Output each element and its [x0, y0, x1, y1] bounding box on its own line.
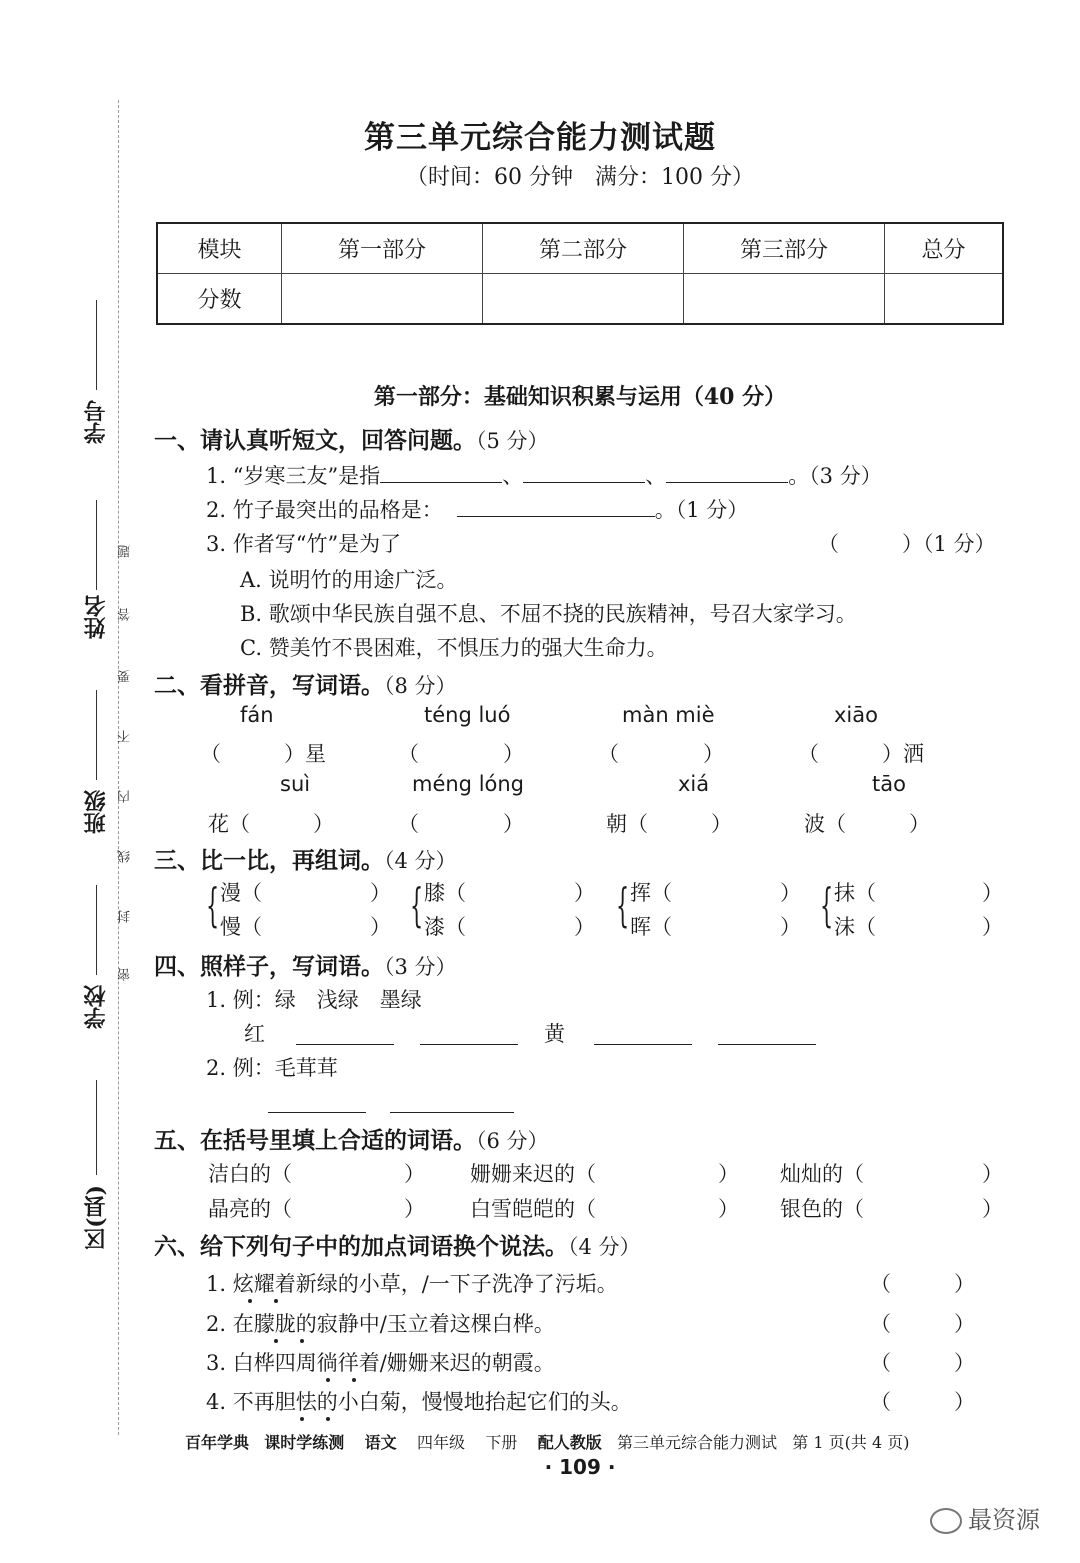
- footer-term: 下册: [485, 1433, 518, 1452]
- answer-blank[interactable]: [390, 1090, 514, 1113]
- s4-red: 红: [244, 1022, 265, 1046]
- question-text: 2. 竹子最突出的品格是：: [206, 498, 443, 522]
- fill-item: 姗姗来迟的（: [470, 1162, 596, 1186]
- brace-icon: {: [206, 878, 220, 932]
- side-label-banji: 班级: [83, 790, 109, 834]
- close-paren: ）: [982, 915, 1003, 939]
- pinyin: suì: [280, 772, 311, 796]
- close-paren: ）: [404, 1162, 425, 1186]
- word-blank[interactable]: （ ）: [398, 812, 524, 836]
- section-title-text: 四、照样子，写词语。: [154, 954, 384, 980]
- answer-blank[interactable]: [296, 1022, 394, 1045]
- score-cell[interactable]: [885, 274, 1004, 325]
- close-paren: ）: [574, 915, 595, 939]
- section-points: （4 分）: [384, 849, 457, 873]
- seal-char: 题: [118, 545, 133, 558]
- brace-icon: {: [820, 878, 834, 932]
- score-cell[interactable]: [684, 274, 885, 325]
- side-blank-banji: [96, 690, 97, 780]
- emphasis-dot: [300, 1339, 304, 1343]
- watermark-text: 最资源: [968, 1506, 1040, 1534]
- side-blank-quxian: [96, 1080, 97, 1175]
- answer-blank[interactable]: [420, 1022, 518, 1045]
- compare-char: 慢（: [220, 915, 262, 939]
- section-title-text: 一、请认真听短文，回答问题。: [154, 428, 476, 454]
- emphasis-dot: [326, 1417, 330, 1421]
- s1-q1: [206, 460, 882, 490]
- compare-char: 挥（: [630, 881, 672, 905]
- wechat-icon: [930, 1508, 962, 1534]
- answer-paren[interactable]: （ ）: [870, 1312, 975, 1336]
- section-title-text: 三、比一比，再组词。: [154, 848, 384, 874]
- emphasis-dot: [274, 1299, 278, 1303]
- emphasis-dot: [326, 1378, 330, 1382]
- word-blank[interactable]: 波（ ）: [804, 812, 930, 836]
- footer: [185, 1430, 909, 1453]
- seal-char: 答: [118, 608, 133, 621]
- side-label-xuehao: 学号: [83, 400, 109, 444]
- section-points: （8 分）: [384, 674, 457, 698]
- seal-char: 不: [118, 730, 133, 743]
- s1-q3: 3. 作者写“竹”是为了: [206, 532, 402, 556]
- seal-char: 线: [118, 850, 133, 863]
- emphasis-dot: [352, 1378, 356, 1382]
- s1-q3-answer-paren[interactable]: （ ）（1 分）: [818, 532, 996, 556]
- side-blank-xuexiao: [96, 885, 97, 975]
- seal-char: 密: [118, 968, 133, 981]
- close-paren: ）: [718, 1162, 739, 1186]
- compare-char: 沫（: [834, 915, 876, 939]
- footer-page: 第 1 页(共 4 页): [792, 1433, 910, 1452]
- pinyin: xiāo: [834, 703, 878, 727]
- side-blank-xuehao: [96, 300, 97, 390]
- word-blank[interactable]: （ ）: [398, 742, 524, 766]
- section-title-text: 五、在括号里填上合适的词语。: [154, 1128, 476, 1154]
- pinyin: màn miè: [622, 703, 715, 727]
- seal-char: 要: [118, 670, 133, 683]
- footer-series: 课时学练测: [264, 1433, 345, 1452]
- answer-paren[interactable]: （ ）: [870, 1351, 975, 1375]
- emphasis-dot: [274, 1339, 278, 1343]
- close-paren: ）: [982, 1197, 1003, 1221]
- compare-char: 抹（: [834, 881, 876, 905]
- s4-q1: 1. 例：绿 浅绿 墨绿: [206, 988, 422, 1012]
- s1-option-a[interactable]: A. 说明竹的用途广泛。: [240, 568, 458, 592]
- side-label-quxian: 区(县): [83, 1185, 109, 1250]
- fill-item: 银色的（: [780, 1197, 864, 1221]
- close-paren: ）: [370, 881, 391, 905]
- word-blank[interactable]: 花（ ）: [208, 812, 334, 836]
- s6-q4: 4. 不再胆怯的小白菊，慢慢地抬起它们的头。: [206, 1390, 632, 1414]
- answer-blank[interactable]: [523, 460, 645, 483]
- close-paren: ）: [718, 1197, 739, 1221]
- footer-brand: 百年学典: [185, 1433, 250, 1452]
- section-points: （4 分）: [568, 1235, 641, 1259]
- section-5-title: [154, 1122, 549, 1155]
- answer-blank[interactable]: [268, 1090, 366, 1113]
- word-blank[interactable]: （ ）: [598, 742, 724, 766]
- compare-char: 漫（: [220, 881, 262, 905]
- word-blank[interactable]: （ ）星: [200, 742, 326, 766]
- fill-item: 洁白的（: [208, 1162, 292, 1186]
- watermark: [930, 1500, 1040, 1535]
- compare-char: 膝（: [424, 881, 466, 905]
- emphasis-dot: [300, 1417, 304, 1421]
- footer-edition: 配人教版: [537, 1433, 602, 1452]
- answer-blank[interactable]: [594, 1022, 692, 1045]
- close-paren: ）: [780, 915, 801, 939]
- answer-blank[interactable]: [457, 494, 655, 517]
- section-4-title: [154, 948, 457, 981]
- s4-q2: 2. 例：毛茸茸: [206, 1056, 338, 1080]
- section-title-text: 六、给下列句子中的加点词语换个说法。: [154, 1234, 568, 1260]
- section-points: （3 分）: [384, 955, 457, 979]
- close-paren: ）: [574, 881, 595, 905]
- pinyin: tāo: [872, 772, 906, 796]
- section-points: （5 分）: [476, 429, 549, 453]
- close-paren: ）: [404, 1197, 425, 1221]
- close-paren: ）: [982, 1162, 1003, 1186]
- question-end: 。（1 分）: [654, 498, 749, 522]
- section-points: （6 分）: [476, 1129, 549, 1153]
- emphasis-dot: [248, 1299, 252, 1303]
- table-row-label: 分数: [157, 274, 282, 325]
- brace-icon: {: [410, 878, 424, 932]
- s1-option-b[interactable]: B. 歌颂中华民族自强不息、不屈不挠的民族精神，号召大家学习。: [240, 602, 857, 626]
- close-paren: ）: [982, 881, 1003, 905]
- seal-char: 内: [118, 790, 133, 803]
- score-table: [156, 222, 1004, 325]
- part1-title: 第一部分：基础知识积累与运用（40 分）: [373, 384, 787, 410]
- question-text: 1. “岁寒三友”是指: [206, 464, 381, 488]
- answer-blank[interactable]: [380, 460, 502, 483]
- page-number: · 109 ·: [544, 1455, 616, 1479]
- fill-item: 晶亮的（: [208, 1197, 292, 1221]
- section-6-title: [154, 1228, 641, 1261]
- table-header: 第三部分: [684, 223, 885, 274]
- fill-item: 灿灿的（: [780, 1162, 864, 1186]
- word-blank[interactable]: （ ）洒: [798, 742, 924, 766]
- page-subtitle: （时间：60 分钟 满分：100 分）: [406, 165, 754, 190]
- table-header: 模块: [157, 223, 282, 274]
- answer-paren[interactable]: （ ）: [870, 1272, 975, 1296]
- score-cell[interactable]: [483, 274, 684, 325]
- binding-line: [118, 100, 119, 1435]
- word-blank[interactable]: 朝（ ）: [606, 812, 732, 836]
- compare-char: 漆（: [424, 915, 466, 939]
- side-blank-xingming: [96, 500, 97, 590]
- s4-yellow: 黄: [544, 1022, 565, 1046]
- answer-blank[interactable]: [718, 1022, 816, 1045]
- s6-q3: 3. 白桦四周徜徉着/姗姗来迟的朝霞。: [206, 1351, 555, 1375]
- pinyin: méng lóng: [412, 772, 525, 796]
- answer-blank[interactable]: [666, 460, 788, 483]
- section-2-title: [154, 667, 457, 700]
- pinyin: fán: [240, 703, 274, 727]
- close-paren: ）: [780, 881, 801, 905]
- pinyin: xiá: [678, 772, 710, 796]
- fill-item: 白雪皑皑的（: [470, 1197, 596, 1221]
- separator: 、: [645, 464, 667, 488]
- section-title-text: 二、看拼音，写词语。: [154, 673, 384, 699]
- score-cell[interactable]: [282, 274, 483, 325]
- table-header: 第一部分: [282, 223, 483, 274]
- compare-char: 晖（: [630, 915, 672, 939]
- section-1-title: [154, 422, 549, 455]
- close-paren: ）: [370, 915, 391, 939]
- footer-subject: 语文: [364, 1433, 397, 1452]
- side-label-xingming: 姓名: [83, 595, 109, 639]
- s1-option-c[interactable]: C. 赞美竹不畏困难，不惧压力的强大生命力。: [240, 636, 668, 660]
- question-end: 。（3 分）: [788, 464, 882, 488]
- table-header: 总分: [885, 223, 1004, 274]
- footer-desc: 第三单元综合能力测试: [617, 1433, 778, 1452]
- section-3-title: [154, 842, 457, 875]
- s6-q2: 2. 在朦胧的寂静中/玉立着这棵白桦。: [206, 1312, 555, 1336]
- answer-paren[interactable]: （ ）: [870, 1390, 975, 1414]
- table-header: 第二部分: [483, 223, 684, 274]
- pinyin: téng luó: [424, 703, 511, 727]
- brace-icon: {: [616, 878, 630, 932]
- page-title: 第三单元综合能力测试题: [364, 120, 716, 156]
- separator: 、: [502, 464, 524, 488]
- s6-q1: 1. 炫耀着新绿的小草，/一下子洗净了污垢。: [206, 1272, 618, 1296]
- s1-q2: [206, 494, 748, 524]
- footer-grade: 四年级: [417, 1433, 466, 1452]
- side-label-xuexiao: 学校: [83, 985, 109, 1029]
- seal-char: 封: [118, 910, 133, 923]
